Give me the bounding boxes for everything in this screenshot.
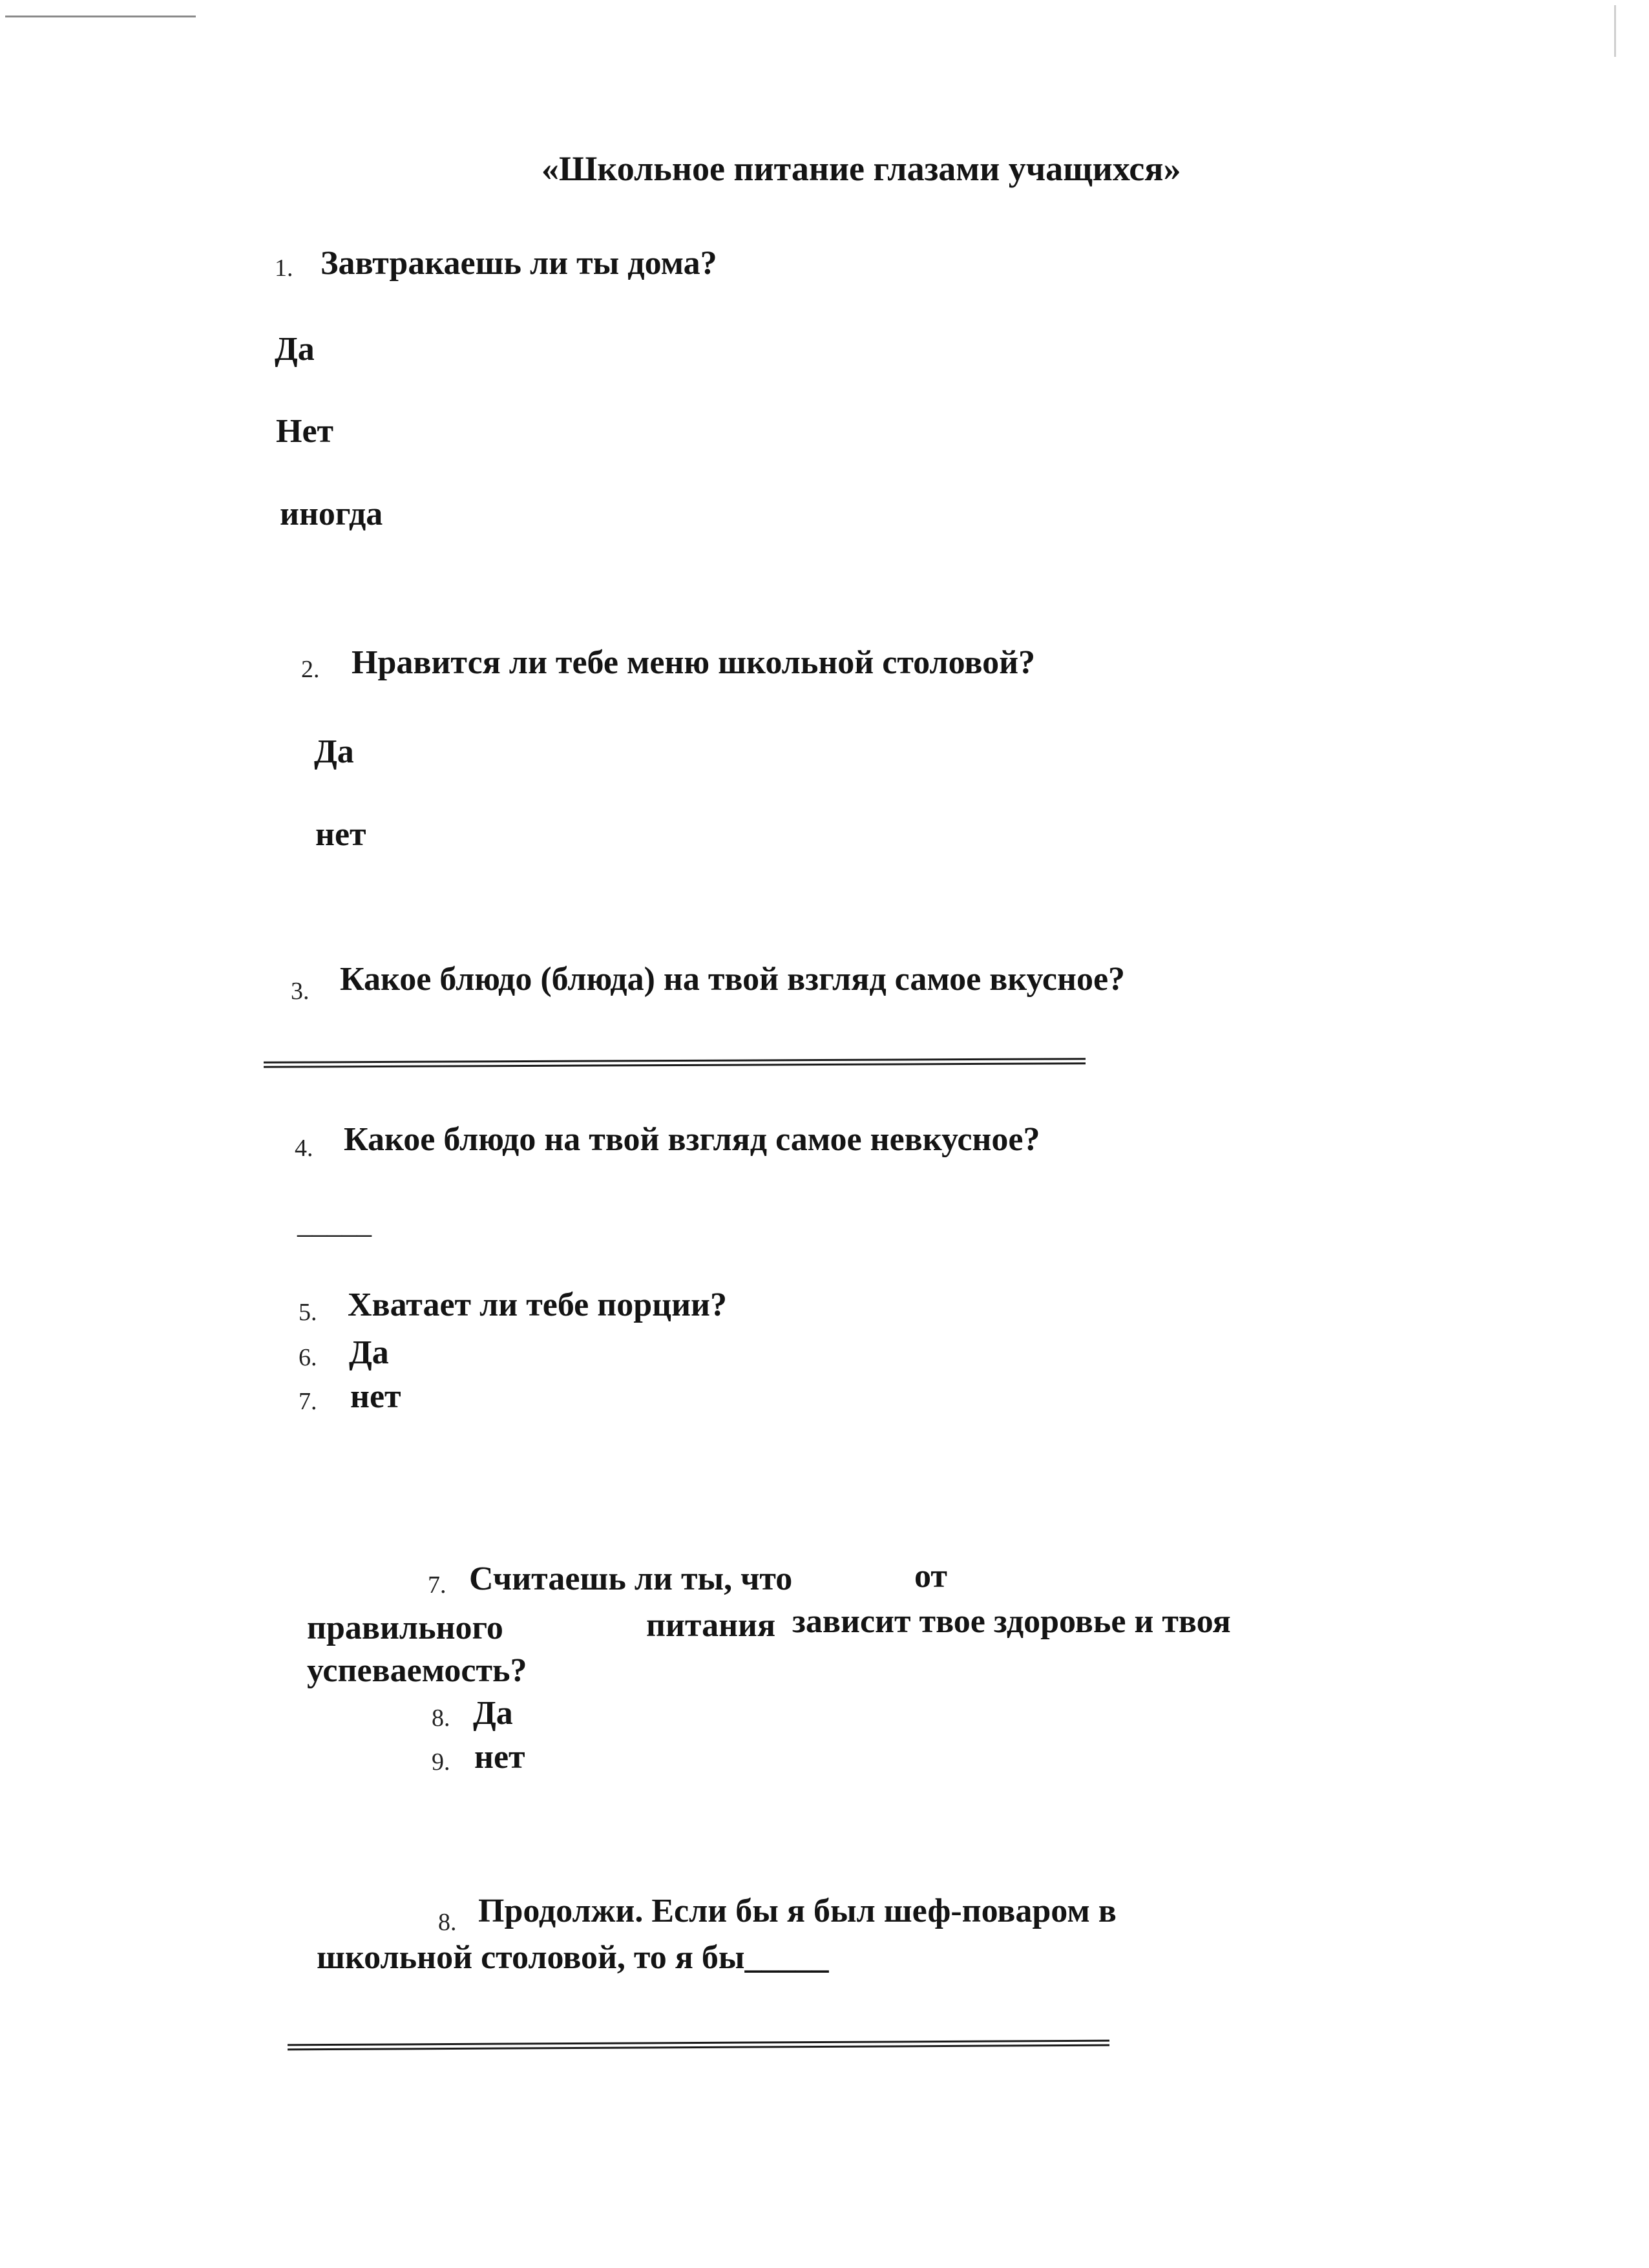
- question-4-number: 4.: [295, 1135, 313, 1162]
- question-5-number: 5.: [299, 1299, 317, 1326]
- question-7-text-line1a: Считаешь ли ты, что: [469, 1560, 793, 1597]
- question-7-number: 7.: [428, 1571, 446, 1599]
- scan-artifact-line: [5, 16, 196, 17]
- question-7-text-line3: успеваемость?: [307, 1652, 527, 1689]
- question-1-text: Завтракаешь ли ты дома?: [320, 245, 717, 282]
- question-7-text-line2b: питания: [646, 1607, 776, 1644]
- question-8-answer-line: [288, 2040, 1109, 2051]
- question-5-option-yes-number: 6.: [299, 1344, 317, 1371]
- question-5-text: Хватает ли тебе порции?: [348, 1286, 728, 1323]
- question-7-option-no-number: 9.: [432, 1748, 450, 1776]
- question-8-text-line1: Продолжи. Если бы я был шеф-поваром в: [478, 1893, 1117, 1929]
- question-2-text: Нравится ли тебе меню школьной столовой?: [352, 644, 1036, 681]
- question-7-option-no: нет: [474, 1739, 525, 1776]
- question-1-option-sometimes: иногда: [280, 496, 383, 532]
- question-7-text-line2a: правильного: [307, 1610, 503, 1646]
- question-3-number: 3.: [291, 978, 310, 1005]
- question-4-text: Какое блюдо на твой взгляд самое невкусное?: [344, 1121, 1040, 1158]
- question-8-number: 8.: [438, 1909, 457, 1936]
- question-3-answer-line: [264, 1058, 1086, 1068]
- document-title: «Школьное питание глазами учащихся»: [541, 149, 1181, 188]
- question-7-option-yes-number: 8.: [432, 1705, 450, 1732]
- question-7-text-line1b: от: [914, 1558, 947, 1595]
- question-1-number: 1.: [275, 255, 293, 282]
- question-8-text-line2: школьной столовой, то я бы_____: [317, 1939, 829, 1976]
- question-7-option-yes: Да: [473, 1695, 513, 1732]
- question-1-option-no: Нет: [276, 413, 334, 450]
- question-2-number: 2.: [301, 656, 320, 683]
- question-5-option-no: нет: [350, 1378, 401, 1415]
- scan-artifact-edge: [1614, 5, 1616, 57]
- question-5-option-yes: Да: [349, 1334, 389, 1371]
- question-5-option-no-number: 7.: [299, 1388, 317, 1415]
- question-1-option-yes: Да: [275, 331, 315, 368]
- question-3-text: Какое блюдо (блюда) на твой взгляд самое вкусное?: [340, 961, 1126, 998]
- question-4-answer-blank: _____: [297, 1206, 372, 1239]
- question-7-text-line2c: зависит твое здоровье и твоя: [792, 1603, 1231, 1640]
- question-2-option-yes: Да: [314, 733, 354, 770]
- question-2-option-no: нет: [315, 816, 366, 853]
